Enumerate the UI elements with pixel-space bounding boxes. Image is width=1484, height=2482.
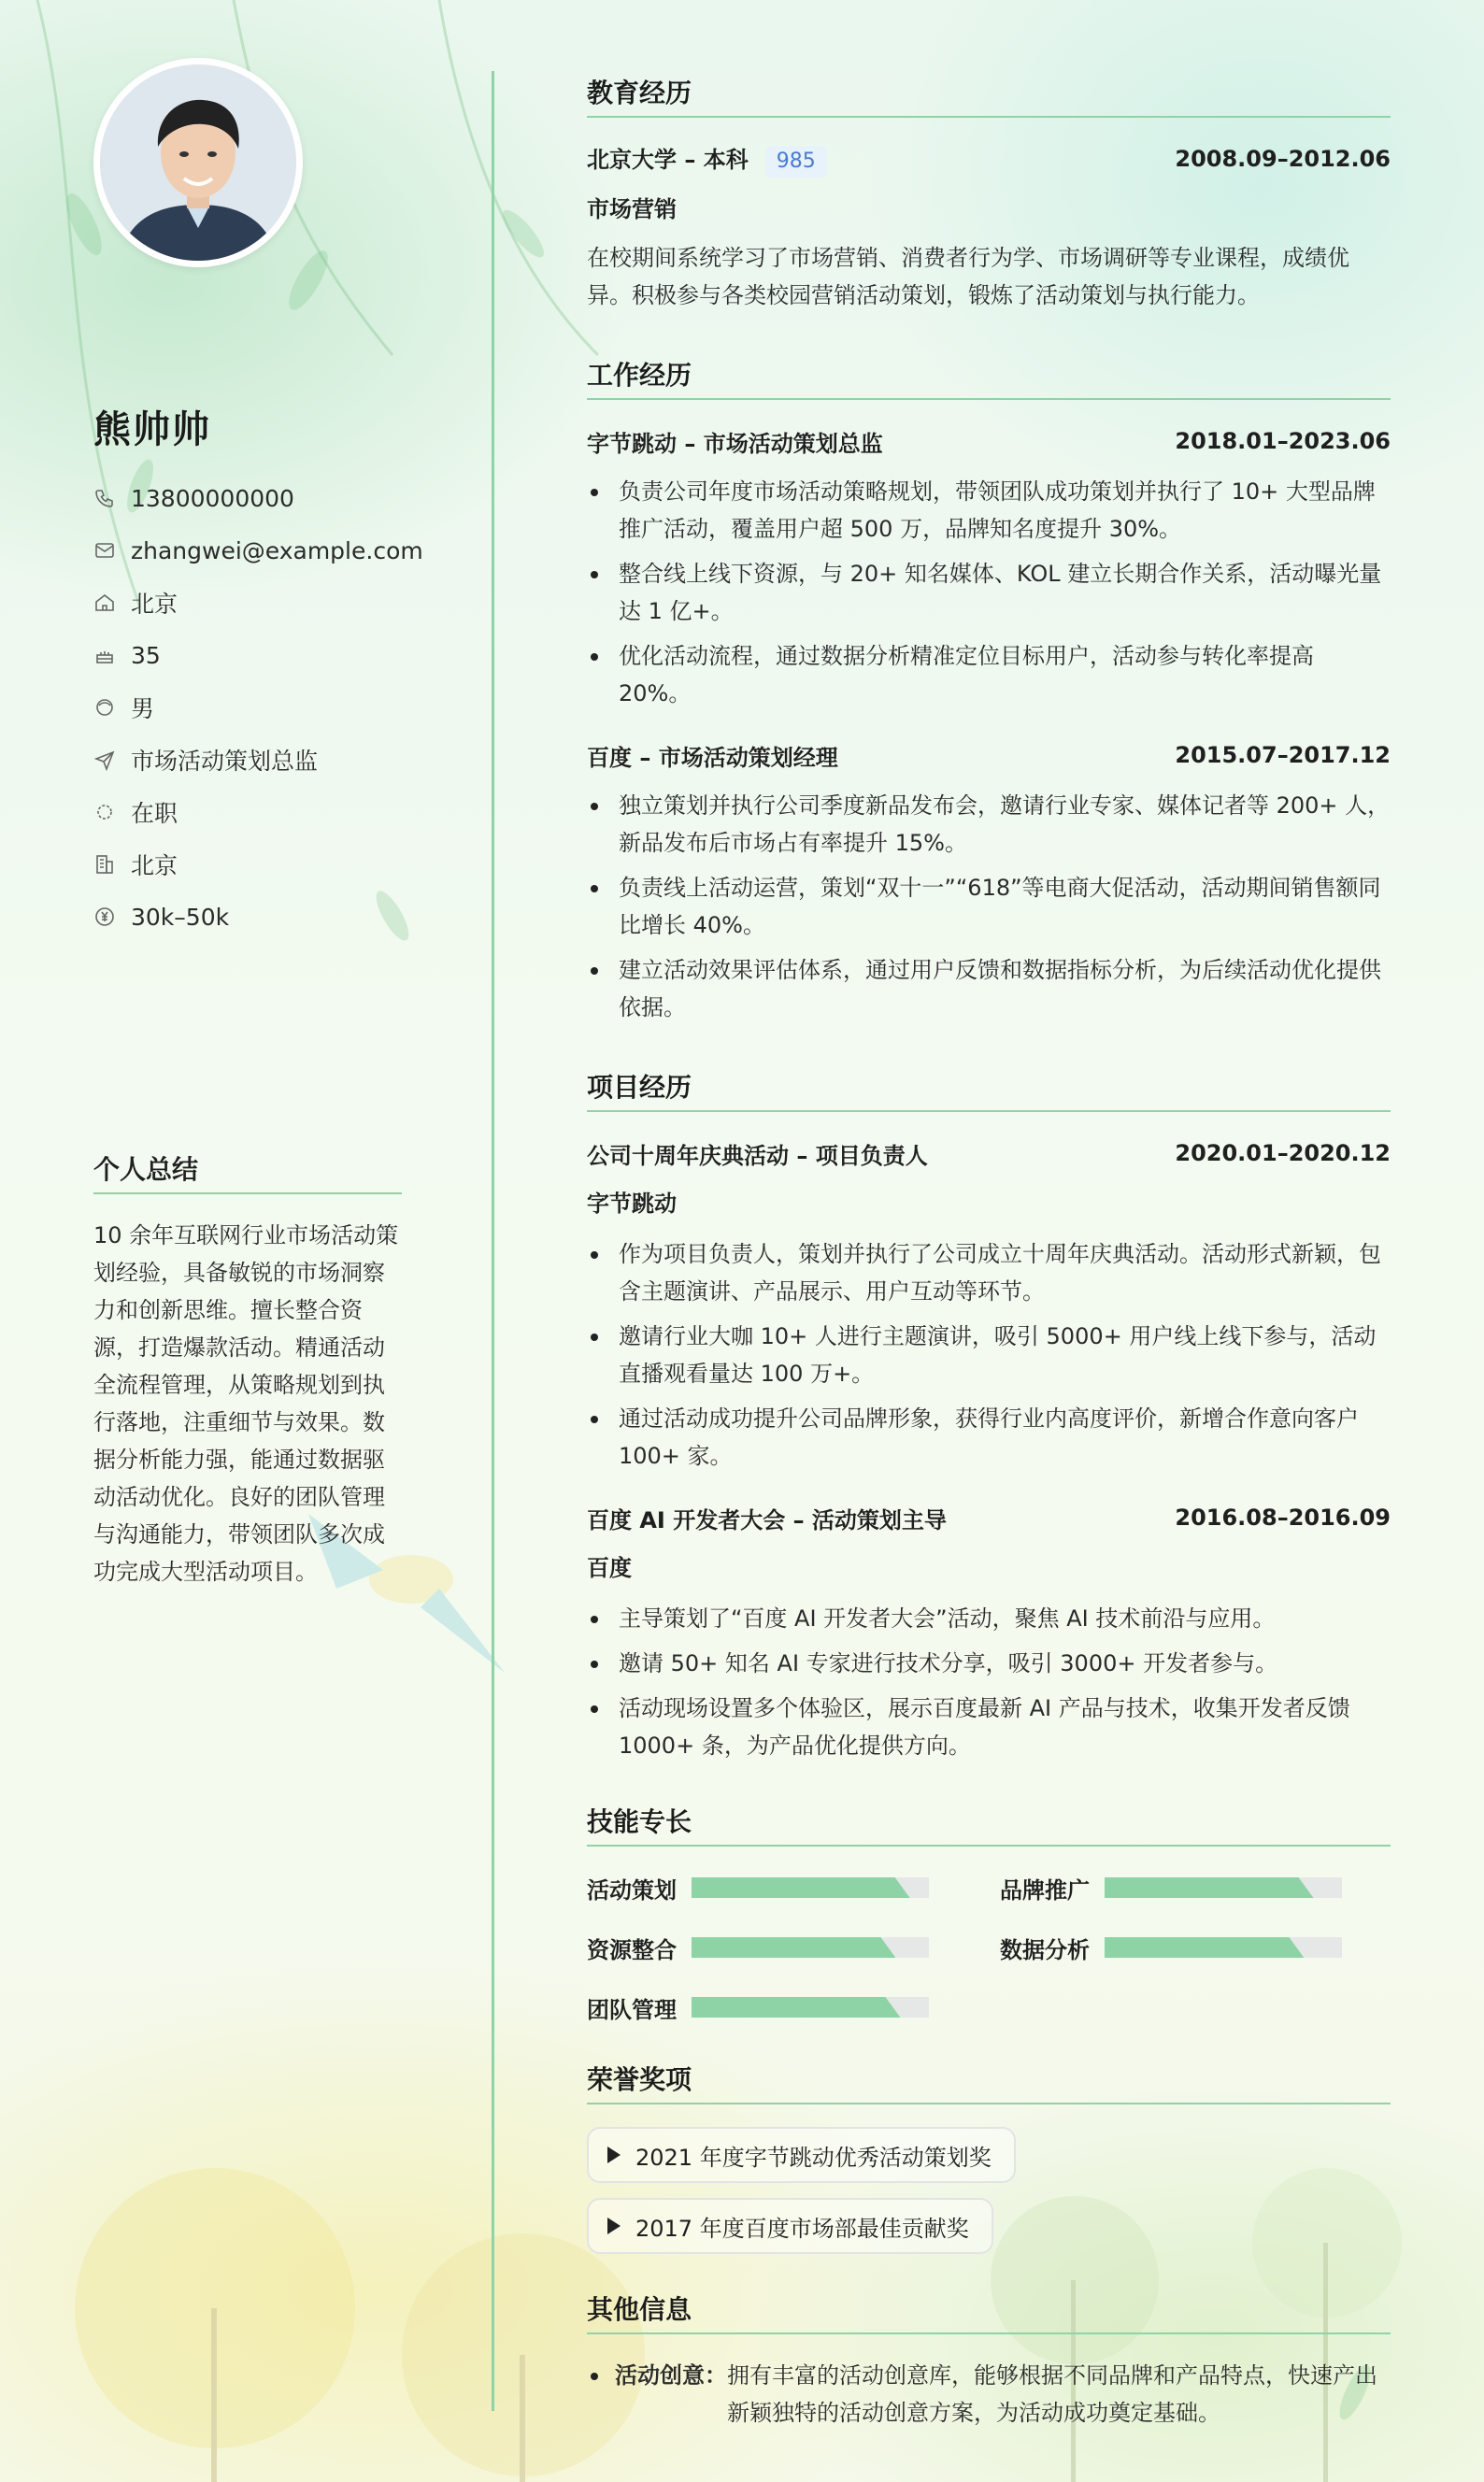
avatar [93, 58, 303, 267]
info-gender [93, 681, 411, 734]
education-tag: 985 [765, 146, 827, 178]
yuan-icon [93, 906, 116, 928]
project-entry-date: 2020.01–2020.12 [1175, 1140, 1391, 1166]
list-item: 活动现场设置多个体验区，展示百度最新 AI 产品与技术，收集开发者反馈 1000+ 条，为产品优化提供方向。 [587, 1690, 1391, 1764]
skill-label: 活动策划 [587, 1876, 677, 1904]
list-item: 邀请 50+ 知名 AI 专家进行技术分享，吸引 3000+ 开发者参与。 [587, 1645, 1391, 1682]
education-entry-head [587, 140, 1391, 178]
bullet-dot-icon [591, 2373, 598, 2380]
skill-bar [1105, 1877, 1342, 1898]
list-item: 独立策划并执行公司季度新品发布会，邀请行业专家、媒体记者等 200+ 人，新品发布后市场占有率提升 15%。 [587, 787, 1391, 862]
project-entry [587, 1499, 1391, 1764]
skill-bar [692, 1877, 929, 1898]
info-email [93, 524, 423, 577]
home-icon [93, 592, 116, 614]
work-heading: 工作经历 [587, 355, 1391, 400]
info-gender-text: 男 [131, 695, 155, 722]
skill-label: 品牌推广 [1000, 1876, 1090, 1904]
play-triangle-icon [607, 2218, 621, 2234]
skill-label: 数据分析 [1000, 1936, 1090, 1963]
info-salary [93, 891, 411, 943]
work-entry [587, 736, 1391, 1026]
mail-icon [93, 539, 116, 562]
info-phone-text: 13800000000 [131, 484, 294, 512]
education-school-wrap [587, 141, 827, 178]
work-entry-date: 2018.01–2023.06 [1175, 428, 1391, 454]
other-section [587, 2289, 1391, 2432]
list-item: 建立活动效果评估体系，通过用户反馈和数据指标分析，为后续活动优化提供依据。 [587, 951, 1391, 1026]
skill-label: 团队管理 [587, 1996, 677, 2023]
skill-bar-fill [1105, 1877, 1314, 1898]
work-entry [587, 422, 1391, 712]
info-status [93, 786, 411, 838]
project-entry-head [587, 1134, 1391, 1172]
info-city-text: 北京 [131, 852, 178, 879]
info-city [93, 838, 411, 891]
status-icon [93, 801, 116, 823]
awards-section [587, 2060, 1391, 2269]
skill-item [1000, 1869, 1391, 1906]
projects-heading: 项目经历 [587, 1067, 1391, 1112]
column-divider [492, 71, 494, 2411]
contact-info [93, 472, 423, 943]
other-item-text: 拥有丰富的活动创意库，能够根据不同品牌和产品特点，快速产出新颖独特的活动创意方案，为活动成功奠定基础。 [727, 2362, 1377, 2426]
skill-label: 资源整合 [587, 1936, 677, 1963]
skill-bar-fill [692, 1997, 901, 2018]
project-entry-title: 公司十周年庆典活动 – 项目负责人 [587, 1142, 928, 1169]
gender-icon [93, 696, 116, 719]
info-salary-text: 30k–50k [131, 903, 230, 931]
award-list [587, 2127, 1391, 2269]
summary-text: 10 余年互联网行业市场活动策划经验，具备敏锐的市场洞察力和创新思维。擅长整合资源，打造爆款活动。精通活动全流程管理，从策略规划到执行落地，注重细节与效果。数据分析能力强，能通过数据驱动活动优化。良好的团队管理与沟通能力，带领团队多次成功完成大型活动项目。 [93, 1222, 399, 1585]
work-entry-head [587, 736, 1391, 774]
education-date: 2008.09–2012.06 [1175, 146, 1391, 172]
education-school: 北京大学 – 本科 [587, 146, 749, 173]
skill-bar-fill [1105, 1937, 1304, 1958]
skill-bar-fill [692, 1877, 910, 1898]
skill-item [587, 1929, 1000, 1966]
work-entry-date: 2015.07–2017.12 [1175, 742, 1391, 768]
work-entry-bullets [587, 787, 1391, 1026]
award-text: 2017 年度百度市场部最佳贡献奖 [635, 2215, 969, 2242]
awards-heading: 荣誉奖项 [587, 2060, 1391, 2104]
summary-heading: 个人总结 [93, 1149, 402, 1194]
info-age [93, 629, 411, 681]
project-entry [587, 1134, 1391, 1475]
other-heading: 其他信息 [587, 2289, 1391, 2334]
info-email-text: zhangwei@example.com [131, 536, 423, 564]
skills-grid [587, 1869, 1391, 2026]
award-item[interactable] [587, 2198, 993, 2254]
skill-bar [692, 1997, 929, 2018]
project-entry-head [587, 1499, 1391, 1536]
project-entry-bullets [587, 1600, 1391, 1764]
project-org: 百度 [587, 1555, 632, 1581]
list-item: 整合线上线下资源，与 20+ 知名媒体、KOL 建立长期合作关系，活动曝光量达 1 亿+。 [587, 555, 1391, 630]
skill-item [587, 1869, 1000, 1906]
project-org: 字节跳动 [587, 1191, 677, 1217]
project-entry-date: 2016.08–2016.09 [1175, 1505, 1391, 1531]
info-location-text: 北京 [131, 591, 178, 618]
projects-section [587, 1067, 1391, 1764]
skill-item [587, 1989, 1000, 2026]
main-content [587, 73, 1391, 2432]
award-text: 2021 年度字节跳动优秀活动策划奖 [635, 2144, 992, 2171]
project-entry-title: 百度 AI 开发者大会 – 活动策划主导 [587, 1506, 947, 1533]
education-heading: 教育经历 [587, 73, 1391, 118]
info-position [93, 734, 411, 786]
list-item: 负责公司年度市场活动策略规划，带领团队成功策划并执行了 10+ 大型品牌推广活动，覆盖用户超 500 万，品牌知名度提升 30%。 [587, 473, 1391, 548]
info-location [93, 577, 411, 629]
work-entry-bullets [587, 473, 1391, 712]
cake-icon [93, 644, 116, 666]
list-item: 优化活动流程，通过数据分析精准定位目标用户，活动参与转化率提高 20%。 [587, 637, 1391, 712]
work-entry-title: 字节跳动 – 市场活动策划总监 [587, 430, 883, 457]
list-item: 主导策划了“百度 AI 开发者大会”活动，聚焦 AI 技术前沿与应用。 [587, 1600, 1391, 1637]
project-entry-bullets [587, 1235, 1391, 1475]
education-desc: 在校期间系统学习了市场营销、消费者行为学、市场调研等专业课程，成绩优异。积极参与各类校园营销活动策划，锻炼了活动策划与执行能力。 [587, 245, 1349, 308]
avatar-portrait-icon [100, 64, 296, 261]
skill-bar [692, 1937, 929, 1958]
skills-heading: 技能专长 [587, 1802, 1391, 1847]
info-phone [93, 472, 411, 524]
info-status-text: 在职 [131, 800, 178, 827]
info-age-text: 35 [131, 641, 161, 669]
award-item[interactable] [587, 2127, 1016, 2183]
other-item-label: 活动创意： [615, 2362, 727, 2389]
other-item [587, 2357, 1391, 2432]
work-entry-head [587, 422, 1391, 460]
skills-section [587, 1802, 1391, 2026]
send-icon [93, 749, 116, 771]
skill-item [1000, 1929, 1391, 1966]
education-section [587, 73, 1391, 314]
list-item: 邀请行业大咖 10+ 人进行主题演讲，吸引 5000+ 用户线上线下参与，活动直播观看量达 100 万+。 [587, 1318, 1391, 1392]
work-entry-title: 百度 – 市场活动策划经理 [587, 744, 838, 771]
skill-bar-fill [692, 1937, 895, 1958]
list-item: 作为项目负责人，策划并执行了公司成立十周年庆典活动。活动形式新颖，包含主题演讲、产品展示、用户互动等环节。 [587, 1235, 1391, 1310]
info-position-text: 市场活动策划总监 [131, 748, 319, 775]
education-major: 市场营销 [587, 196, 677, 222]
list-item: 负责线上活动运营，策划“双十一”“618”等电商大促活动，活动期间销售额同比增长 40%。 [587, 869, 1391, 944]
building-icon [93, 853, 116, 876]
profile-name: 熊帅帅 [93, 408, 211, 451]
phone-icon [93, 487, 116, 509]
skill-bar [1105, 1937, 1342, 1958]
work-section [587, 355, 1391, 1026]
list-item: 通过活动成功提升公司品牌形象，获得行业内高度评价，新增合作意向客户 100+ 家。 [587, 1400, 1391, 1475]
play-triangle-icon [607, 2147, 621, 2163]
